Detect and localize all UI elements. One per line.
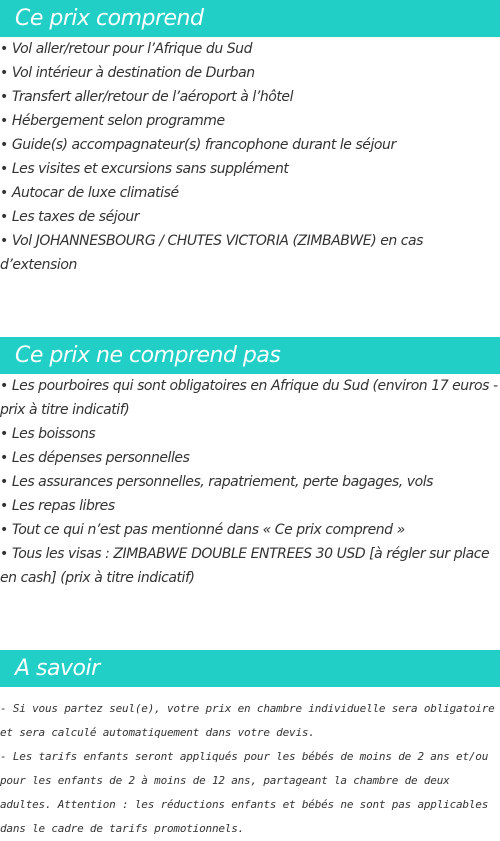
list-item-text: Les boissons (11, 426, 96, 442)
bullet-icon: • (0, 450, 8, 466)
bullet-icon: • (0, 209, 8, 225)
bullet-icon: • (0, 474, 8, 490)
bullet-icon: • (0, 89, 8, 105)
list-item (0, 374, 500, 422)
list-item (0, 61, 500, 85)
list-item (0, 422, 500, 446)
bullet-icon: • (0, 426, 8, 442)
included-list (0, 37, 500, 277)
section-good-to-know (0, 650, 500, 841)
list-item (0, 181, 500, 205)
section-not-included (0, 337, 500, 590)
notes-block (0, 697, 500, 841)
list-item (0, 109, 500, 133)
list-item-text: Les assurances personnelles, rapatriement, perte bagages, vols (11, 474, 433, 490)
list-item-text: Guide(s) accompagnateur(s) francophone durant le séjour (11, 137, 396, 153)
bullet-icon: • (0, 233, 8, 249)
not-included-list (0, 374, 500, 590)
bullet-icon: • (0, 378, 8, 394)
bullet-icon: • (0, 522, 8, 538)
list-item-text: Autocar de luxe climatisé (11, 185, 179, 201)
list-item (0, 37, 500, 61)
list-item (0, 542, 500, 590)
section-included (0, 0, 500, 277)
bullet-icon: • (0, 65, 8, 81)
list-item-text: Les dépenses personnelles (11, 450, 190, 466)
list-item-text: Tous les visas : ZIMBABWE DOUBLE ENTREES 30 USD [à régler sur place en cash] (prix à titre indicatif) (0, 546, 490, 586)
list-item-text: Les visites et excursions sans supplément (11, 161, 289, 177)
bullet-icon: • (0, 546, 8, 562)
list-item-text: Hébergement selon programme (11, 113, 225, 129)
list-item (0, 205, 500, 229)
list-item (0, 470, 500, 494)
list-item-text: Les taxes de séjour (11, 209, 140, 225)
list-item (0, 157, 500, 181)
list-item (0, 85, 500, 109)
note-paragraph: - Les tarifs enfants seront appliqués pour les bébés de moins de 2 ans et/ou pour les enfants de 2 à moins de 12 ans, partageant la chambre de deux adultes. Attention : les réductions enfants et bébés ne sont pas applicables dans le cadre de tarifs promotionnels. (0, 750, 489, 835)
list-item-text: Les repas libres (11, 498, 115, 514)
section-title-included: Ce prix comprend (0, 0, 500, 37)
list-item-text: Transfert aller/retour de l’aéroport à l’hôtel (11, 89, 294, 105)
list-item (0, 229, 500, 277)
list-item-text: Vol intérieur à destination de Durban (11, 65, 255, 81)
list-item (0, 446, 500, 470)
section-title-good-to-know: A savoir (0, 650, 500, 687)
list-item-text: Vol JOHANNESBOURG / CHUTES VICTORIA (ZIMBABWE) en cas d’extension (0, 233, 424, 273)
bullet-icon: • (0, 41, 8, 57)
list-item-text: Les pourboires qui sont obligatoires en Afrique du Sud (environ 17 euros - prix à titre indicatif) (0, 378, 498, 418)
list-item-text: Tout ce qui n’est pas mentionné dans « Ce prix comprend » (11, 522, 405, 538)
list-item-text: Vol aller/retour pour l’Afrique du Sud (11, 41, 253, 57)
list-item (0, 494, 500, 518)
bullet-icon: • (0, 113, 8, 129)
list-item (0, 518, 500, 542)
bullet-icon: • (0, 185, 8, 201)
bullet-icon: • (0, 137, 8, 153)
bullet-icon: • (0, 498, 8, 514)
section-title-not-included: Ce prix ne comprend pas (0, 337, 500, 374)
note-paragraph: - Si vous partez seul(e), votre prix en chambre individuelle sera obligatoire et sera calculé automatiquement dans votre devis. (0, 702, 495, 739)
list-item (0, 133, 500, 157)
bullet-icon: • (0, 161, 8, 177)
